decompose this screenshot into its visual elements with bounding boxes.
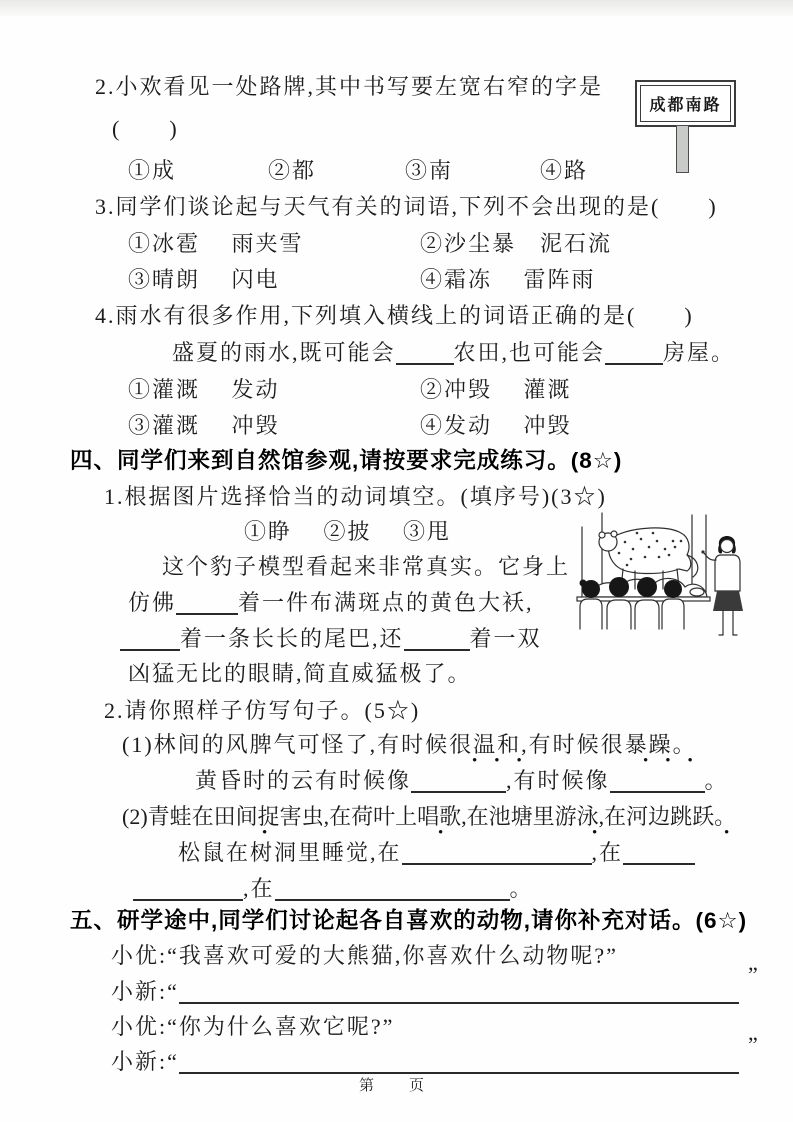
text-segment: ②沙尘暴 泥石流 bbox=[420, 231, 613, 256]
leopard-ear-1 bbox=[599, 532, 605, 538]
leopard-exhibit-illustration bbox=[575, 497, 793, 657]
s4-q2-example-1 bbox=[122, 730, 697, 760]
text-segment: 。 bbox=[509, 876, 534, 901]
q2-option-1 bbox=[128, 156, 176, 186]
text-segment: ②冲毁 灌溉 bbox=[420, 377, 572, 402]
blank-underline bbox=[133, 879, 243, 901]
text-segment: (1)林间的风脾气可怪了,有时候很温和,有时候很暴躁。 bbox=[122, 732, 697, 757]
text-segment: 小优:“我喜欢可爱的大熊猫,你喜欢什么动物呢?” bbox=[111, 943, 618, 968]
text-segment: ①成 bbox=[128, 158, 177, 183]
q2-stem bbox=[95, 72, 603, 102]
q4-option-3 bbox=[128, 411, 280, 441]
emphasis-dot-tiao bbox=[724, 826, 746, 841]
text-segment: 小新:“ bbox=[111, 979, 179, 1004]
emphasis-dot-zhuo bbox=[262, 826, 284, 841]
text-segment: ••• bbox=[472, 753, 539, 769]
blank-underline bbox=[120, 629, 180, 651]
blank-underline bbox=[179, 982, 739, 1004]
text-segment: 仿佛 bbox=[128, 590, 177, 615]
text-segment: • bbox=[262, 825, 285, 841]
text-segment: 四、同学们来到自然馆参观,请按要求完成练习。(8☆) bbox=[70, 448, 623, 473]
q4-stem bbox=[95, 301, 694, 331]
section4-header bbox=[70, 446, 622, 476]
road-sign-post bbox=[676, 125, 689, 173]
text-segment: 着一条长长的尾巴,还 bbox=[180, 626, 404, 651]
text-segment: 4.雨水有很多作用,下列填入横线上的词语正确的是( ) bbox=[95, 303, 694, 328]
leopard-ear-2 bbox=[611, 531, 617, 537]
s4-q1-para-3 bbox=[120, 624, 542, 654]
s4-q2-example-2 bbox=[122, 802, 736, 832]
text-segment: 3.同学们谈论起与天气有关的词语,下列不会出现的是( ) bbox=[95, 194, 718, 219]
blank-underline bbox=[404, 629, 470, 651]
road-sign-label: 成都南路 bbox=[649, 97, 722, 114]
q3-option-4 bbox=[420, 265, 596, 295]
s4-q1-para-1 bbox=[162, 552, 570, 582]
text-segment: 2.小欢看见一处路牌,其中书写要左宽右窄的字是 bbox=[95, 74, 604, 99]
q2-option-3 bbox=[405, 156, 453, 186]
s4-q2-example-2-fill-1 bbox=[178, 838, 695, 868]
dialog-xiaoxin-1-endquote bbox=[748, 960, 760, 990]
blank-underline bbox=[610, 771, 705, 793]
s4-q1-para-4 bbox=[128, 659, 472, 689]
section5-header bbox=[70, 906, 747, 936]
text-segment: ③南 bbox=[405, 158, 454, 183]
text-segment: 1.根据图片选择恰当的动词填空。(填序号)(3☆) bbox=[104, 484, 607, 509]
text-segment: 房屋。 bbox=[663, 340, 736, 365]
text-segment: ④路 bbox=[540, 158, 589, 183]
blank-underline bbox=[623, 843, 695, 865]
text-segment: 这个豹子模型看起来非常真实。它身上 bbox=[162, 554, 571, 579]
q2-answer-parens bbox=[112, 114, 179, 144]
q2-option-4 bbox=[540, 156, 588, 186]
text-segment: 黄昏时的云有时候像 bbox=[195, 768, 412, 793]
text-segment: • bbox=[724, 825, 747, 841]
q3-option-1 bbox=[128, 229, 304, 259]
q3-option-3 bbox=[128, 265, 280, 295]
text-segment: 凶猛无比的眼睛,简直威猛极了。 bbox=[128, 661, 472, 686]
blank-underline bbox=[176, 593, 238, 615]
text-segment: 盛夏的雨水,既可能会 bbox=[172, 340, 396, 365]
text-segment: 着一双 bbox=[469, 626, 542, 651]
text-segment: 五、研学途中,同学们讨论起各自喜欢的动物,请你补充对话。(6☆) bbox=[70, 908, 748, 933]
s4-q1-verbs bbox=[244, 517, 451, 547]
text-segment: ••• bbox=[643, 753, 710, 769]
dialog-xiaoxin-2 bbox=[111, 1047, 739, 1077]
s4-q1-stem bbox=[104, 482, 607, 512]
text-segment: ( ) bbox=[112, 116, 179, 141]
dialog-xiaoxin-1 bbox=[111, 977, 739, 1007]
dialog-xiaoxin-2-endquote bbox=[748, 1030, 760, 1060]
q2-option-2 bbox=[268, 156, 316, 186]
s4-q2-example-1-fill bbox=[195, 766, 729, 796]
blank-underline bbox=[179, 1052, 739, 1074]
q3-stem bbox=[95, 192, 718, 222]
q4-option-4 bbox=[420, 411, 572, 441]
blank-underline bbox=[402, 843, 592, 865]
text-segment: ” bbox=[748, 962, 760, 987]
text-segment: ②都 bbox=[268, 158, 317, 183]
text-segment: 2.请你照样子仿写句子。(5☆) bbox=[104, 698, 421, 723]
s4-q2-stem bbox=[104, 696, 420, 726]
text-segment: ,在 bbox=[243, 876, 275, 901]
text-segment: • bbox=[438, 825, 461, 841]
emphasis-dot-chang bbox=[438, 826, 460, 841]
text-segment: ①冰雹 雨夹雪 bbox=[128, 231, 304, 256]
text-segment: ” bbox=[748, 1032, 760, 1057]
text-segment: ,有时候像 bbox=[506, 768, 610, 793]
text-segment: ③晴朗 闪电 bbox=[128, 267, 280, 292]
leopard-body bbox=[607, 528, 690, 574]
scan-edge-shadow bbox=[0, 0, 793, 16]
text-segment: 松鼠在树洞里睡觉,在 bbox=[178, 840, 402, 865]
q4-sentence bbox=[172, 338, 735, 368]
text-segment: 农田,也可能会 bbox=[453, 340, 606, 365]
emphasis-dots-wenhe bbox=[472, 754, 539, 769]
blank-underline bbox=[411, 771, 506, 793]
text-segment: ,在 bbox=[591, 840, 624, 865]
blank-underline bbox=[396, 343, 454, 365]
emphasis-dot-you bbox=[592, 826, 614, 841]
text-segment: 小优:“你为什么喜欢它呢?” bbox=[111, 1014, 395, 1039]
text-segment: 着一件布满斑点的黄色大袄, bbox=[238, 590, 534, 615]
text-segment: ④发动 冲毁 bbox=[420, 413, 572, 438]
text-segment: ③灌溉 冲毁 bbox=[128, 413, 280, 438]
emphasis-dots-baozao bbox=[643, 754, 710, 769]
blank-underline bbox=[275, 879, 510, 901]
text-segment: ①睁 ②披 ③甩 bbox=[244, 519, 452, 544]
q4-option-1 bbox=[128, 375, 280, 405]
q3-option-2 bbox=[420, 229, 612, 259]
text-segment: • bbox=[592, 825, 615, 841]
text-segment: 。 bbox=[704, 768, 729, 793]
blank-underline bbox=[605, 343, 663, 365]
road-sign bbox=[635, 80, 736, 127]
page-footer: 第 页 bbox=[358, 1077, 434, 1094]
dialog-xiaoyou-1 bbox=[111, 941, 618, 971]
text-segment: (2)青蛙在田间捉害虫,在荷叶上唱歌,在池塘里游泳,在河边跳跃。 bbox=[122, 804, 737, 829]
s4-q1-para-2 bbox=[128, 588, 534, 618]
text-segment: ①灌溉 发动 bbox=[128, 377, 280, 402]
small-animal-model bbox=[690, 588, 704, 596]
dialog-xiaoyou-2 bbox=[111, 1012, 394, 1042]
text-segment: 小新:“ bbox=[111, 1049, 179, 1074]
q4-option-2 bbox=[420, 375, 572, 405]
s4-q2-example-2-fill-2 bbox=[133, 874, 534, 904]
text-segment: ④霜冻 雷阵雨 bbox=[420, 267, 596, 292]
guide-teacher bbox=[701, 536, 743, 635]
